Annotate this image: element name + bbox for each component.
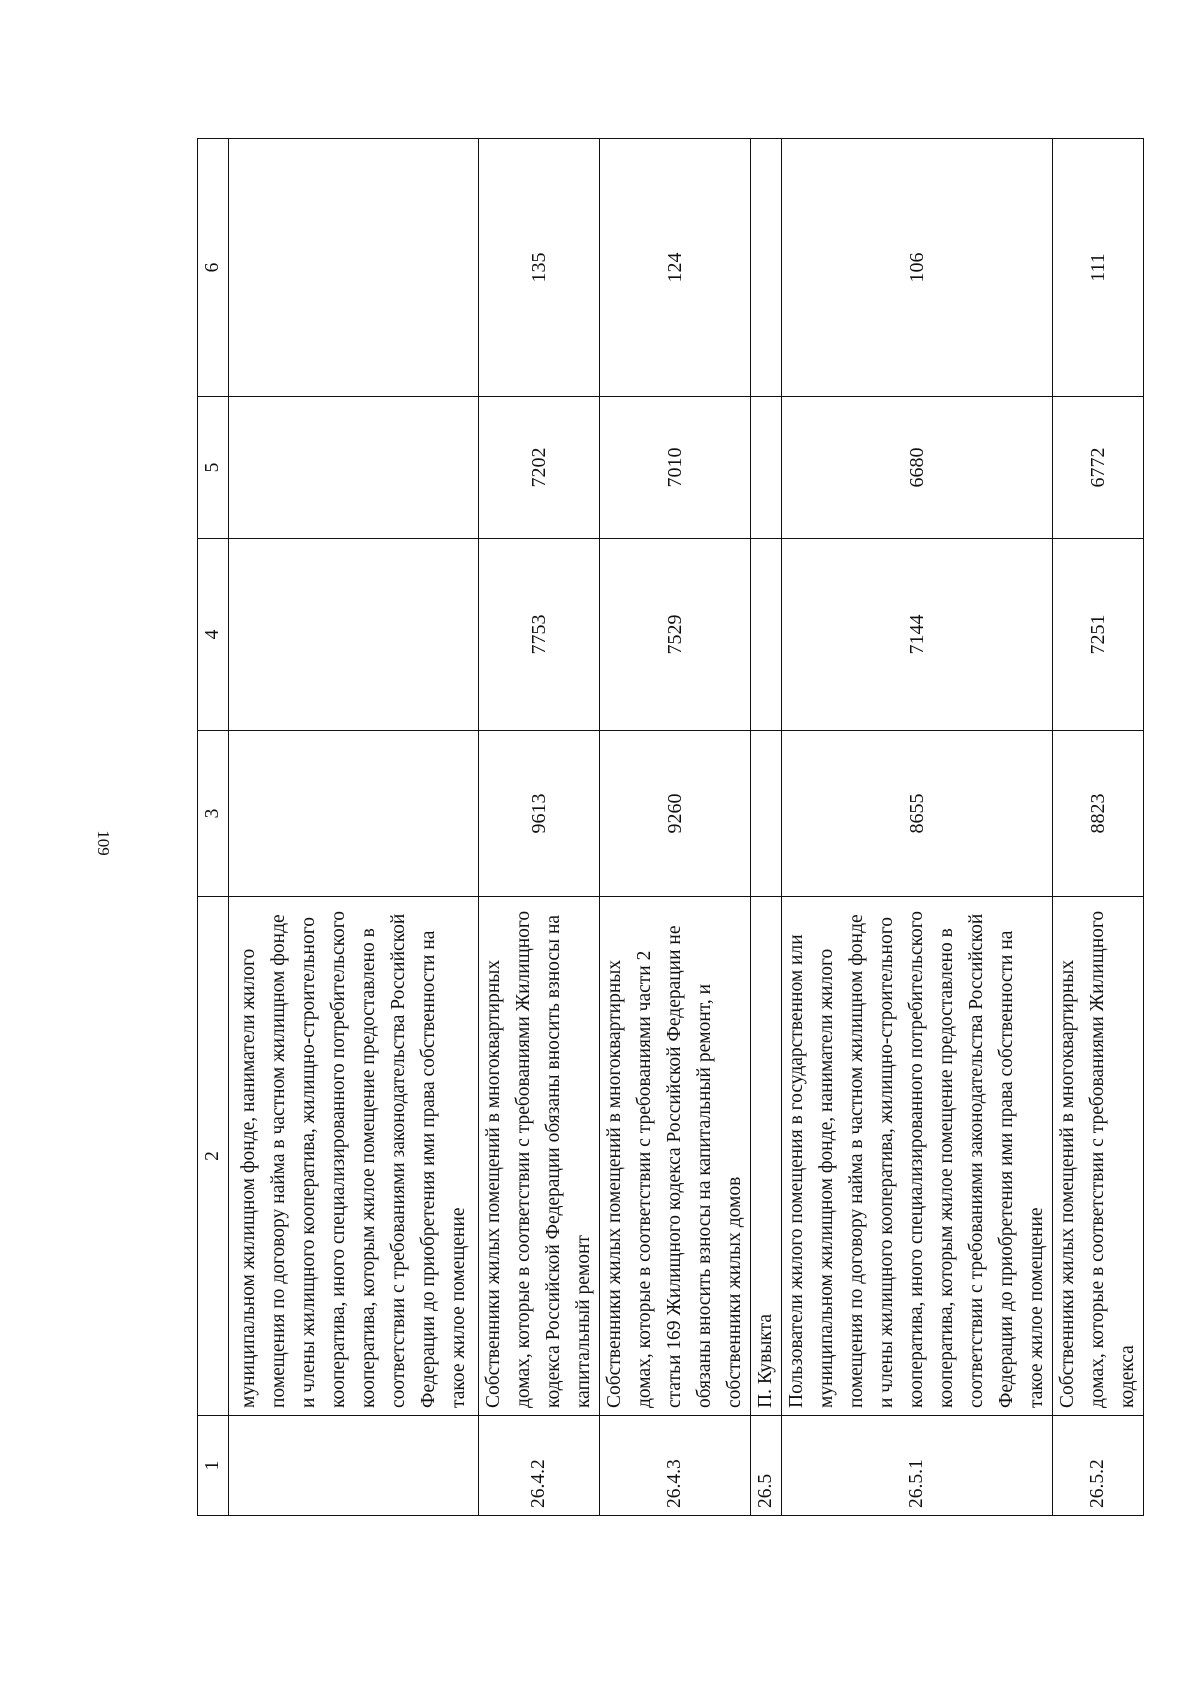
tariff-table <box>197 138 1144 1516</box>
row-value-col5 <box>751 397 782 539</box>
row-value-col3: 9613 <box>479 731 600 897</box>
row-description: муниципальном жилищном фонде, наниматели жилого помещения по договору найма в частном жилищном фонде и члены жилищного кооператива, жилищно-строительного кооператива, иного специализированного потребительского кооператива, которым жилое помещение предоставлено в соответствии с требованиями законодательства Российской Федерации до приобретения ими права собственности на такое жилое помещение <box>229 897 479 1416</box>
row-code: 26.5.1 <box>782 1416 1053 1516</box>
table-row <box>751 139 782 1516</box>
row-value-col4: 7144 <box>782 539 1053 731</box>
header-col-2: 2 <box>198 897 229 1416</box>
header-col-4: 4 <box>198 539 229 731</box>
row-value-col6: 135 <box>479 139 600 397</box>
row-value-col4: 7529 <box>600 539 751 731</box>
row-value-col5: 7010 <box>600 397 751 539</box>
table-row <box>229 139 479 1516</box>
table-row <box>479 139 600 1516</box>
row-code: 26.5.2 <box>1053 1416 1144 1516</box>
header-col-6: 6 <box>198 139 229 397</box>
row-code: 26.5 <box>751 1416 782 1516</box>
rotated-table-container <box>197 139 1138 1516</box>
row-description: Собственники жилых помещений в многоквартирных домах, которые в соответствии с требованиями Жилищного кодекса <box>1053 897 1144 1416</box>
row-value-col6: 111 <box>1053 139 1144 397</box>
row-value-col6: 106 <box>782 139 1053 397</box>
row-value-col5: 6772 <box>1053 397 1144 539</box>
row-value-col3: 9260 <box>600 731 751 897</box>
row-value-col6 <box>751 139 782 397</box>
header-col-1: 1 <box>198 1416 229 1516</box>
page-number: 109 <box>94 830 113 856</box>
header-col-5: 5 <box>198 397 229 539</box>
header-col-3: 3 <box>198 731 229 897</box>
row-value-col3: 8823 <box>1053 731 1144 897</box>
row-value-col4: 7251 <box>1053 539 1144 731</box>
row-value-col4: 7753 <box>479 539 600 731</box>
section-title: П. Кувыкта <box>751 897 782 1416</box>
row-value-col5: 7202 <box>479 397 600 539</box>
row-description: Пользователи жилого помещения в государственном или муниципальном жилищном фонде, наниматели жилого помещения по договору найма в частном жилищном фонде и члены жилищного кооператива, жилищно-строительного кооператива, иного специализированного потребительского кооператива, которым жилое помещение предоставлено в соответствии с требованиями законодательства Российской Федерации до приобретения ими права собственности на такое жилое помещение <box>782 897 1053 1416</box>
row-value-col5 <box>229 397 479 539</box>
row-code: 26.4.3 <box>600 1416 751 1516</box>
row-code: 26.4.2 <box>479 1416 600 1516</box>
table-row <box>600 139 751 1516</box>
row-code <box>229 1416 479 1516</box>
table-row <box>1053 139 1144 1516</box>
row-value-col6 <box>229 139 479 397</box>
row-value-col3 <box>229 731 479 897</box>
row-value-col4 <box>229 539 479 731</box>
row-description: Собственники жилых помещений в многоквартирных домах, которые в соответствии с требованиями части 2 статьи 169 Жилищного кодекса Российской Федерации не обязаны вносить взносы на капитальный ремонт, и собственники жилых домов <box>600 897 751 1416</box>
row-value-col6: 124 <box>600 139 751 397</box>
row-value-col4 <box>751 539 782 731</box>
row-value-col3 <box>751 731 782 897</box>
row-value-col3: 8655 <box>782 731 1053 897</box>
row-value-col5: 6680 <box>782 397 1053 539</box>
header-row <box>198 139 229 1516</box>
row-description: Собственники жилых помещений в многоквартирных домах, которые в соответствии с требованиями Жилищного кодекса Российской Федерации обязаны вносить взносы на капитальный ремонт <box>479 897 600 1416</box>
table-row <box>782 139 1053 1516</box>
